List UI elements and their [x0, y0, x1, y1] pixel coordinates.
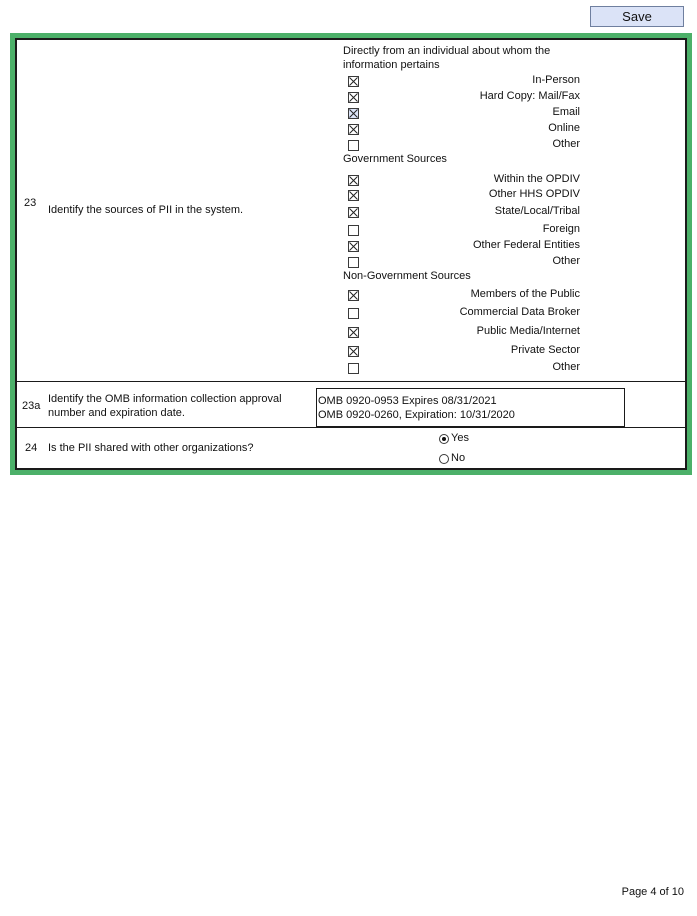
- radio-selected-dot: [442, 437, 446, 441]
- checkmark-x-icon: [349, 291, 358, 300]
- group-government-title: Government Sources: [343, 153, 447, 165]
- radio-label-no: No: [451, 452, 466, 464]
- checkbox-public-media-internet[interactable]: [348, 327, 359, 338]
- q23a-question-line-2: number and expiration date.: [48, 407, 185, 419]
- option-label-commercial-data-broker: Commercial Data Broker: [459, 306, 580, 318]
- checkbox-commercial-data-broker[interactable]: [348, 308, 359, 319]
- checkbox-members-of-public[interactable]: [348, 290, 359, 301]
- form-table: [15, 38, 687, 470]
- row-divider: [17, 427, 685, 428]
- checkmark-x-icon: [349, 191, 358, 200]
- option-label-hard-copy: Hard Copy: Mail/Fax: [479, 90, 580, 102]
- checkbox-foreign[interactable]: [348, 225, 359, 236]
- checkbox-private-sector[interactable]: [348, 346, 359, 357]
- option-label-government-other: Other: [552, 255, 580, 267]
- option-label-other-hhs-opdiv: Other HHS OPDIV: [488, 188, 580, 200]
- checkbox-email[interactable]: [348, 108, 359, 119]
- omb-line-1: OMB 0920-0953 Expires 08/31/2021: [318, 395, 497, 407]
- option-label-email: Email: [552, 106, 580, 118]
- checkmark-x-icon: [349, 109, 358, 118]
- omb-number-field[interactable]: [316, 388, 625, 427]
- checkbox-within-opdiv[interactable]: [348, 175, 359, 186]
- checkmark-x-icon: [349, 77, 358, 86]
- checkmark-x-icon: [349, 125, 358, 134]
- omb-line-2: OMB 0920-0260, Expiration: 10/31/2020: [318, 409, 515, 421]
- option-label-private-sector: Private Sector: [510, 344, 580, 356]
- option-label-online: Online: [548, 122, 580, 134]
- checkbox-online[interactable]: [348, 124, 359, 135]
- checkmark-x-icon: [349, 176, 358, 185]
- checkbox-direct-other[interactable]: [348, 140, 359, 151]
- checkbox-state-local-tribal[interactable]: [348, 207, 359, 218]
- checkbox-other-hhs-opdiv[interactable]: [348, 190, 359, 201]
- option-label-within-opdiv: Within the OPDIV: [493, 173, 580, 185]
- radio-no[interactable]: [439, 454, 449, 464]
- option-label-direct-other: Other: [552, 138, 580, 150]
- group-non-government-title: Non-Government Sources: [343, 270, 471, 282]
- checkmark-x-icon: [349, 93, 358, 102]
- row-divider: [17, 381, 685, 382]
- q23-question: Identify the sources of PII in the system.: [48, 204, 244, 216]
- checkbox-non-government-other[interactable]: [348, 363, 359, 374]
- checkbox-other-federal-entities[interactable]: [348, 241, 359, 252]
- radio-label-yes: Yes: [451, 432, 469, 444]
- option-label-public-media-internet: Public Media/Internet: [476, 325, 580, 337]
- checkmark-x-icon: [349, 208, 358, 217]
- form-section-frame: [10, 33, 692, 475]
- option-label-foreign: Foreign: [542, 223, 580, 235]
- radio-yes[interactable]: [439, 434, 449, 444]
- q23a-question-line-1: Identify the OMB information collection approval: [48, 393, 282, 405]
- q23-number: 23: [24, 197, 37, 209]
- option-label-state-local-tribal: State/Local/Tribal: [494, 205, 580, 217]
- q23a-number: 23a: [22, 400, 41, 412]
- checkmark-x-icon: [349, 242, 358, 251]
- option-label-other-federal-entities: Other Federal Entities: [473, 239, 580, 251]
- q24-number: 24: [25, 442, 38, 454]
- save-button[interactable]: Save: [590, 6, 684, 27]
- group-direct-title-line-2: information pertains: [343, 59, 440, 71]
- checkbox-hard-copy[interactable]: [348, 92, 359, 103]
- checkmark-x-icon: [349, 347, 358, 356]
- checkmark-x-icon: [349, 328, 358, 337]
- checkbox-government-other[interactable]: [348, 257, 359, 268]
- q24-question: Is the PII shared with other organizations?: [48, 442, 254, 454]
- option-label-non-government-other: Other: [552, 361, 580, 373]
- checkbox-in-person[interactable]: [348, 76, 359, 87]
- option-label-members-of-public: Members of the Public: [470, 288, 580, 300]
- page-number: Page 4 of 10: [621, 886, 684, 898]
- group-direct-title-line-1: Directly from an individual about whom the: [343, 45, 551, 57]
- option-label-in-person: In-Person: [532, 74, 580, 86]
